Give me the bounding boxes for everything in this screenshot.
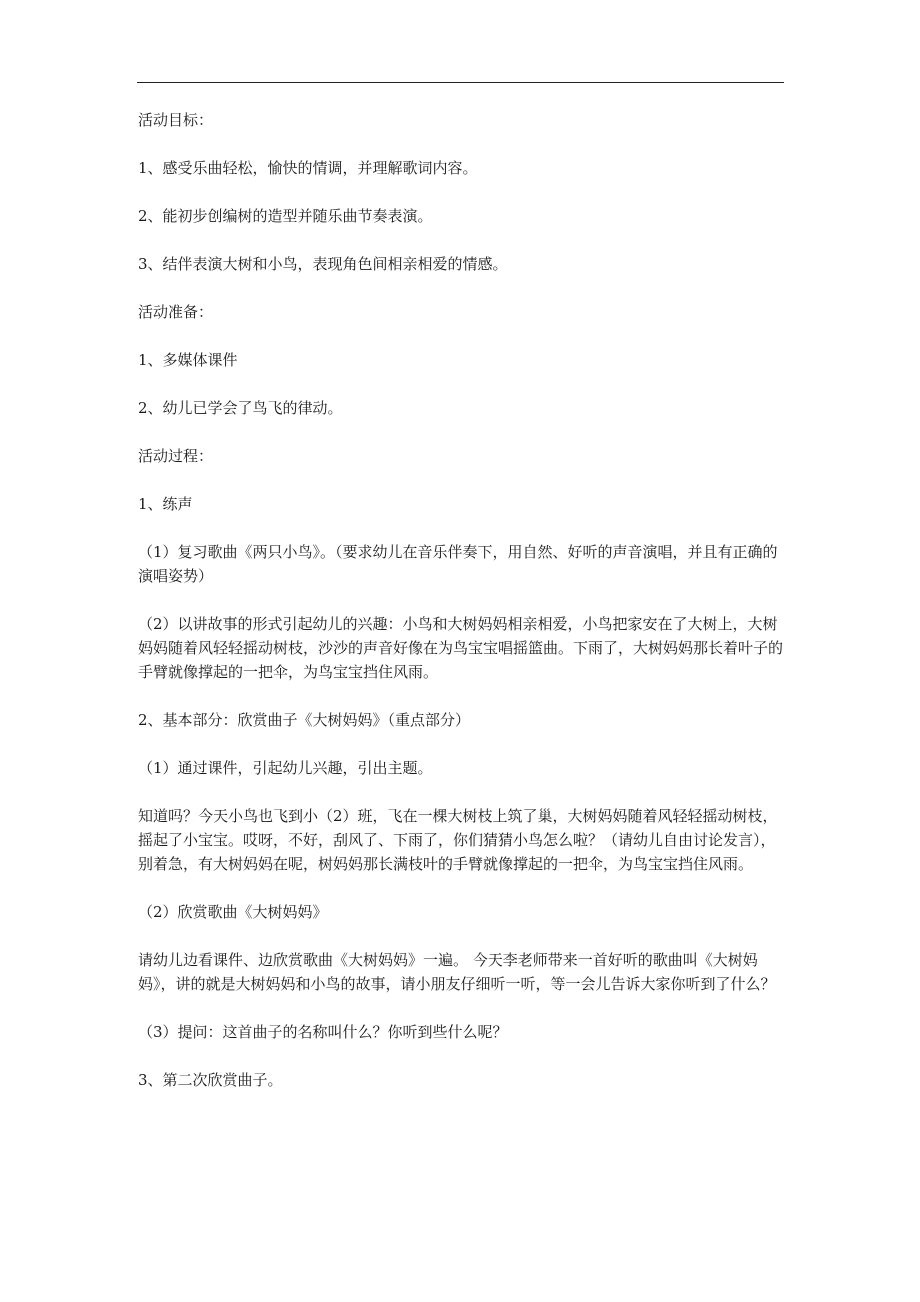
header-rule bbox=[137, 82, 784, 83]
section-heading-process: 活动过程： bbox=[138, 447, 214, 465]
process-step-1-sub-2: （2）以讲故事的形式引起幼儿的兴趣：小鸟和大树妈妈相亲相爱，小鸟把家安在了大树上，大树妈妈随着风轻轻摇动树枝，沙沙的声音好像在为鸟宝宝唱摇篮曲。下雨了，大树妈妈那长着叶子的手臂就像撑起的一把伞，为鸟宝宝挡住风雨。 bbox=[138, 615, 784, 681]
listening-paragraph: 请幼儿边看课件、边欣赏歌曲《大树妈妈》一遍。 今天李老师带来一首好听的歌曲叫《大树妈妈》，讲的就是大树妈妈和小鸟的故事，请小朋友仔细听一听，等一会儿告诉大家你听到了什么？ bbox=[138, 951, 776, 993]
process-step-2-sub-1: （1）通过课件，引起幼儿兴趣，引出主题。 bbox=[138, 759, 433, 777]
goal-item-1: 1、感受乐曲轻松，愉快的情调，并理解歌词内容。 bbox=[138, 159, 478, 177]
process-step-3: 3、第二次欣赏曲子。 bbox=[138, 1071, 283, 1089]
document-body bbox=[138, 108, 783, 1092]
preparation-item-2: 2、幼儿已学会了鸟飞的律动。 bbox=[138, 399, 343, 417]
process-step-1: 1、练声 bbox=[138, 495, 193, 513]
process-step-2-sub-2: （2）欣赏歌曲《大树妈妈》 bbox=[138, 903, 328, 921]
process-step-1-sub-1: （1）复习歌曲《两只小鸟》。（要求幼儿在音乐伴奏下，用自然、好听的声音演唱，并且有正确的演唱姿势） bbox=[138, 543, 778, 585]
goal-item-3: 3、结伴表演大树和小鸟，表现角色间相亲相爱的情感。 bbox=[138, 255, 508, 273]
goal-item-2: 2、能初步创编树的造型并随乐曲节奏表演。 bbox=[138, 207, 433, 225]
section-heading-preparation: 活动准备： bbox=[138, 303, 214, 321]
story-paragraph: 知道吗？今天小鸟也飞到小（2）班，飞在一棵大树枝上筑了巢，大树妈妈随着风轻轻摇动树枝，摇起了小宝宝。哎呀，不好，刮风了、下雨了，你们猜猜小鸟怎么啦？（请幼儿自由讨论发言），别着急，有大树妈妈在呢，树妈妈那长满枝叶的手臂就像撑起的一把伞，为鸟宝宝挡住风雨。 bbox=[138, 807, 778, 873]
process-step-2-sub-3: （3）提问：这首曲子的名称叫什么？你听到些什么呢？ bbox=[138, 1023, 508, 1041]
preparation-item-1: 1、多媒体课件 bbox=[138, 351, 238, 369]
process-step-2: 2、基本部分：欣赏曲子《大树妈妈》（重点部分） bbox=[138, 711, 471, 729]
section-heading-goals: 活动目标： bbox=[138, 111, 214, 129]
